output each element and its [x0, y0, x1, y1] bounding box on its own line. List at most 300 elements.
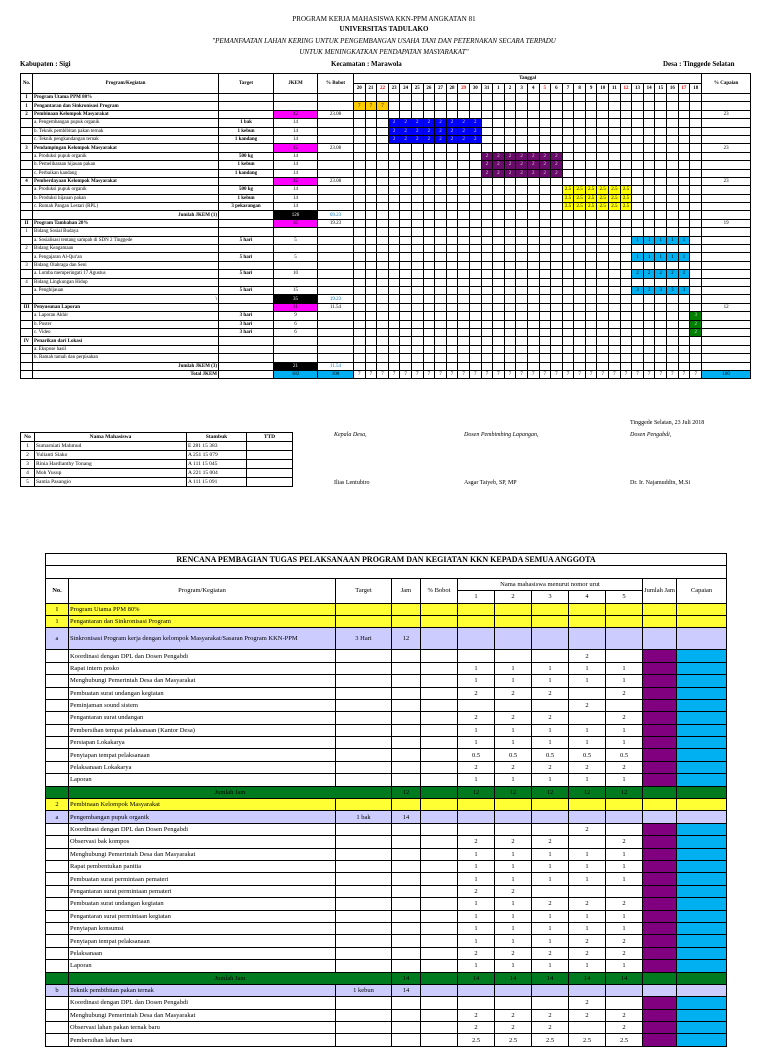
gantt-cell: 2: [423, 135, 435, 143]
row-no: I: [46, 603, 69, 615]
row-jumlah: [643, 712, 677, 724]
student-hours: 0.5: [532, 749, 569, 761]
gantt-cell: [585, 110, 597, 118]
student-hours: 2: [495, 836, 532, 848]
gantt-cell: [574, 94, 586, 102]
row-target: [219, 245, 274, 253]
sum-student-hours: 12: [569, 786, 606, 798]
sign-dpl-title: Dosen Pembimbing Lapangan,: [464, 432, 539, 438]
gantt-cell: [423, 253, 435, 261]
schedule-row: [21, 135, 751, 143]
gantt-cell: [469, 194, 481, 202]
gantt-cell: [551, 219, 563, 227]
student-hours: 2: [532, 687, 569, 699]
gantt-cell: [365, 152, 377, 160]
row-no: [46, 860, 69, 872]
gantt-cell: [690, 127, 702, 135]
gantt-cell: [411, 177, 423, 185]
gantt-cell: [400, 177, 412, 185]
student-hours: 1: [532, 922, 569, 934]
gantt-cell: 1: [643, 253, 655, 261]
task-row: [46, 1022, 727, 1034]
gantt-cell: [609, 169, 621, 177]
gantt-cell: [481, 203, 493, 211]
date-header: 21: [365, 84, 377, 94]
gantt-cell: 2: [539, 152, 551, 160]
row-capaian: [702, 152, 751, 160]
gantt-cell: 3: [667, 286, 679, 294]
gantt-cell: [562, 211, 574, 219]
gantt-cell: [516, 320, 528, 328]
student-hours: 1: [532, 848, 569, 860]
row-label: Program Utama PPM 80%: [33, 94, 219, 102]
gantt-cell: [562, 312, 574, 320]
student-hours: [569, 687, 606, 699]
gantt-cell: [354, 337, 366, 345]
row-label: Koordinasi dengan DPL dan Dosen Pengabdi: [69, 823, 336, 835]
gantt-cell: [585, 303, 597, 311]
gantt-cell: [597, 286, 609, 294]
schedule-row: [21, 370, 751, 378]
gantt-cell: [585, 245, 597, 253]
gantt-cell: [365, 286, 377, 294]
row-bobot: [318, 328, 354, 336]
row-target: [219, 354, 274, 362]
gantt-cell: 3: [632, 286, 644, 294]
gantt-cell: [388, 253, 400, 261]
row-label: c. Perbaikan kandang: [33, 169, 219, 177]
gantt-cell: [527, 286, 539, 294]
date-header: 17: [678, 84, 690, 94]
row-jam: [392, 774, 421, 786]
row-bobot: [318, 127, 354, 135]
row-target: 1 bak: [219, 119, 274, 127]
row-bobot: [318, 345, 354, 353]
row-jam: 12: [392, 628, 421, 650]
gantt-cell: 2.5: [562, 186, 574, 194]
student-hours: 2: [606, 761, 643, 773]
row-no: III: [21, 303, 33, 311]
student-hours: [532, 615, 569, 627]
gantt-cell: [574, 253, 586, 261]
row-target: [336, 935, 392, 947]
row-target: [336, 799, 392, 811]
student-hours: [532, 885, 569, 897]
row-label: Rapat intern posko: [69, 662, 336, 674]
daily-total-cell: 7: [620, 370, 632, 378]
gantt-cell: [423, 169, 435, 177]
gantt-cell: [516, 236, 528, 244]
student-hours: [532, 811, 569, 823]
gantt-cell: 3: [678, 286, 690, 294]
gantt-cell: [632, 303, 644, 311]
row-bobot: [421, 774, 458, 786]
gantt-cell: [377, 127, 389, 135]
row-jumlah: [643, 823, 677, 835]
gantt-cell: [377, 119, 389, 127]
daily-total-cell: 7: [632, 370, 644, 378]
daily-total-cell: 7: [562, 370, 574, 378]
row-jkem: 35: [274, 295, 318, 303]
gantt-cell: [516, 270, 528, 278]
row-bobot: [421, 885, 458, 897]
row-label: Peminjaman sound sistem: [69, 699, 336, 711]
gantt-cell: [527, 303, 539, 311]
gantt-cell: [655, 345, 667, 353]
gantt-cell: [481, 253, 493, 261]
row-bobot: [318, 278, 354, 286]
gantt-cell: [400, 110, 412, 118]
gantt-cell: [597, 161, 609, 169]
gantt-cell: [400, 354, 412, 362]
gantt-cell: [504, 177, 516, 185]
row-no: [21, 362, 33, 370]
date-header: 2: [504, 84, 516, 94]
gantt-cell: [493, 320, 505, 328]
row-jkem: 35: [274, 219, 318, 227]
task-row: [46, 799, 727, 811]
student-hours: 2: [458, 1022, 495, 1034]
student-hours: [606, 997, 643, 1009]
row-target: 1 kebun: [219, 161, 274, 169]
row-no: [46, 687, 69, 699]
gantt-cell: [354, 245, 366, 253]
gantt-cell: [690, 211, 702, 219]
gantt-cell: [469, 278, 481, 286]
gantt-cell: [481, 110, 493, 118]
row-capaian: [677, 699, 727, 711]
gantt-cell: [516, 286, 528, 294]
daily-total-cell: 7: [516, 370, 528, 378]
gantt-cell: 1: [655, 236, 667, 244]
gantt-cell: [667, 186, 679, 194]
student-hours: 1: [458, 935, 495, 947]
gantt-cell: [527, 144, 539, 152]
gantt-cell: [539, 312, 551, 320]
sign-kepala-title: Kepala Desa,: [334, 432, 367, 438]
gantt-cell: [609, 295, 621, 303]
row-bobot: [421, 628, 458, 650]
student-hours: [532, 799, 569, 811]
gantt-cell: [493, 186, 505, 194]
gantt-cell: 2.5: [562, 203, 574, 211]
gantt-cell: [667, 203, 679, 211]
gantt-cell: [574, 278, 586, 286]
gantt-cell: [527, 219, 539, 227]
gantt-cell: [551, 194, 563, 202]
gantt-cell: 1: [678, 236, 690, 244]
gantt-cell: [388, 270, 400, 278]
gantt-cell: [423, 270, 435, 278]
gantt-cell: [481, 177, 493, 185]
col-student-n2: 2: [495, 591, 532, 603]
row-bobot: [318, 320, 354, 328]
student-no: 1: [21, 442, 35, 451]
gantt-cell: [435, 345, 447, 353]
row-capaian: [702, 261, 751, 269]
gantt-cell: [597, 312, 609, 320]
student-hours: [495, 984, 532, 996]
gantt-cell: [423, 228, 435, 236]
gantt-cell: [458, 270, 470, 278]
gantt-cell: [377, 295, 389, 303]
gantt-cell: [527, 253, 539, 261]
gantt-cell: [551, 328, 563, 336]
row-label: c. Video: [33, 328, 219, 336]
row-bobot: [421, 935, 458, 947]
gantt-cell: [643, 245, 655, 253]
row-no: [46, 774, 69, 786]
task-row: [46, 699, 727, 711]
gantt-cell: [562, 144, 574, 152]
student-hours: [606, 799, 643, 811]
student-hours: 2.5: [606, 1034, 643, 1046]
row-bobot: [421, 761, 458, 773]
gantt-cell: [400, 102, 412, 110]
gantt-cell: [435, 144, 447, 152]
gantt-cell: [516, 127, 528, 135]
row-target: [336, 603, 392, 615]
row-target: 3 pekarangan: [219, 203, 274, 211]
row-label: Pembersihan lahan baru: [69, 1034, 336, 1046]
row-no: [46, 761, 69, 773]
gantt-cell: [377, 203, 389, 211]
gantt-cell: [504, 94, 516, 102]
student-hours: 1: [569, 724, 606, 736]
gantt-cell: [516, 295, 528, 303]
gantt-cell: [574, 144, 586, 152]
gantt-cell: [562, 328, 574, 336]
gantt-cell: [574, 295, 586, 303]
student-hours: 1: [458, 898, 495, 910]
student-hours: 1: [458, 662, 495, 674]
gantt-cell: [423, 354, 435, 362]
daily-total-cell: 7: [446, 370, 458, 378]
col-jumlah: Jumlah Jam: [643, 578, 677, 603]
row-jumlah: [643, 898, 677, 910]
row-capaian: [677, 947, 727, 959]
gantt-cell: 2: [400, 135, 412, 143]
row-target: [336, 1022, 392, 1034]
row-label: Pengantaran surat undangan: [69, 712, 336, 724]
gantt-cell: [446, 169, 458, 177]
row-jkem: 5: [274, 253, 318, 261]
row-capaian: 23: [702, 144, 751, 152]
student-hours: 1: [569, 675, 606, 687]
gantt-cell: [481, 303, 493, 311]
row-no: [21, 161, 33, 169]
gantt-cell: [388, 245, 400, 253]
student-hours: 1: [606, 922, 643, 934]
student-hours: 1: [606, 737, 643, 749]
row-jam: [392, 799, 421, 811]
gantt-cell: [504, 127, 516, 135]
gantt-cell: [411, 194, 423, 202]
student-hours: [532, 628, 569, 650]
gantt-cell: [354, 228, 366, 236]
gantt-cell: [458, 312, 470, 320]
gantt-cell: [446, 186, 458, 194]
student-hours: 1: [532, 675, 569, 687]
row-target: [336, 761, 392, 773]
gantt-cell: [400, 219, 412, 227]
gantt-cell: [504, 303, 516, 311]
gantt-cell: [539, 286, 551, 294]
row-capaian: [702, 245, 751, 253]
gantt-cell: [365, 211, 377, 219]
gantt-cell: [388, 94, 400, 102]
gantt-cell: [446, 354, 458, 362]
gantt-cell: [551, 278, 563, 286]
row-jam: [392, 687, 421, 699]
row-capaian: [677, 662, 727, 674]
desa-label: Desa : Tinggede Selatan: [663, 60, 735, 68]
row-jam: [392, 960, 421, 972]
gantt-cell: [516, 177, 528, 185]
gantt-cell: 2: [435, 127, 447, 135]
gantt-cell: [655, 177, 667, 185]
daily-total-cell: 7: [574, 370, 586, 378]
gantt-cell: [493, 245, 505, 253]
gantt-cell: [423, 110, 435, 118]
gantt-cell: [643, 295, 655, 303]
gantt-cell: [667, 320, 679, 328]
gantt-cell: [655, 261, 667, 269]
gantt-cell: [574, 303, 586, 311]
sign-pengabdi-name: Dr. Ir. Najamuddin, M.Si: [630, 480, 691, 486]
gantt-cell: [458, 362, 470, 370]
gantt-cell: [539, 228, 551, 236]
gantt-cell: 2.5: [574, 186, 586, 194]
gantt-cell: [458, 203, 470, 211]
gantt-cell: [481, 286, 493, 294]
gantt-cell: [527, 261, 539, 269]
gantt-cell: [469, 186, 481, 194]
gantt-cell: [377, 312, 389, 320]
gantt-cell: [469, 94, 481, 102]
gantt-cell: [446, 144, 458, 152]
row-target: [336, 749, 392, 761]
gantt-cell: [388, 345, 400, 353]
student-hours: [569, 984, 606, 996]
row-jam: [392, 947, 421, 959]
kabupaten-label: Kabupaten : Sigi: [20, 60, 71, 68]
gantt-cell: [377, 261, 389, 269]
gantt-cell: [446, 303, 458, 311]
gantt-cell: [678, 177, 690, 185]
sum-jumlah: [643, 972, 677, 984]
row-label: Pembinaan Kelompok Masyarakat: [69, 799, 336, 811]
gantt-cell: [551, 102, 563, 110]
row-capaian: [677, 749, 727, 761]
gantt-cell: [435, 203, 447, 211]
daily-total-cell: 7: [585, 370, 597, 378]
student-hours: 2: [569, 650, 606, 662]
gantt-cell: [527, 110, 539, 118]
gantt-cell: [539, 362, 551, 370]
row-bobot: [318, 203, 354, 211]
gantt-cell: [667, 337, 679, 345]
task-row: [46, 848, 727, 860]
gantt-cell: [690, 362, 702, 370]
student-hours: [606, 603, 643, 615]
gantt-cell: [481, 236, 493, 244]
gantt-cell: [690, 337, 702, 345]
row-no: 3: [21, 261, 33, 269]
gantt-cell: [458, 144, 470, 152]
col-tanggal: Tanggal: [354, 74, 702, 84]
gantt-cell: [411, 320, 423, 328]
gantt-cell: [643, 362, 655, 370]
task-row: [46, 1009, 727, 1021]
col-bobot: % Bobot: [421, 578, 458, 603]
gantt-cell: [643, 354, 655, 362]
row-bobot: [421, 947, 458, 959]
gantt-cell: [609, 345, 621, 353]
gantt-cell: [678, 228, 690, 236]
gantt-cell: [458, 219, 470, 227]
gantt-cell: [585, 177, 597, 185]
gantt-cell: [632, 328, 644, 336]
gantt-cell: 2: [493, 152, 505, 160]
schedule-row: [21, 228, 751, 236]
gantt-cell: [597, 110, 609, 118]
student-ttd: [247, 460, 293, 469]
row-jumlah: [643, 1034, 677, 1046]
task-row: [46, 675, 727, 687]
task-row: [46, 984, 727, 996]
task-row: [46, 898, 727, 910]
gantt-cell: [481, 144, 493, 152]
gantt-cell: 2: [643, 270, 655, 278]
student-hours: 1: [569, 737, 606, 749]
gantt-cell: [667, 194, 679, 202]
gantt-cell: [516, 354, 528, 362]
gantt-cell: 2: [388, 135, 400, 143]
row-jkem: 6: [274, 320, 318, 328]
col-student-n4: 4: [569, 591, 606, 603]
gantt-cell: [400, 152, 412, 160]
student-hours: 1: [532, 935, 569, 947]
gantt-cell: [655, 245, 667, 253]
gantt-cell: [365, 362, 377, 370]
gantt-cell: [354, 110, 366, 118]
col-nama: Nama mahasiswa menurut nomor urut: [458, 578, 643, 590]
gantt-cell: [585, 102, 597, 110]
gantt-cell: 2: [435, 119, 447, 127]
gantt-cell: [585, 337, 597, 345]
gantt-cell: [400, 362, 412, 370]
gantt-cell: [435, 245, 447, 253]
date-header: 9: [585, 84, 597, 94]
gantt-cell: [620, 312, 632, 320]
gantt-cell: [539, 345, 551, 353]
gantt-cell: [597, 152, 609, 160]
row-label: Penyusunan Laporan: [33, 303, 219, 311]
gantt-cell: 1: [632, 236, 644, 244]
row-no: [21, 253, 33, 261]
gantt-cell: [539, 261, 551, 269]
gantt-cell: [446, 278, 458, 286]
gantt-cell: [504, 119, 516, 127]
daily-total-cell: 7: [435, 370, 447, 378]
row-jumlah: [643, 650, 677, 662]
row-target: [336, 699, 392, 711]
row-bobot: [318, 169, 354, 177]
row-no: [46, 972, 69, 984]
row-capaian: [677, 811, 727, 823]
gantt-cell: 2: [458, 135, 470, 143]
